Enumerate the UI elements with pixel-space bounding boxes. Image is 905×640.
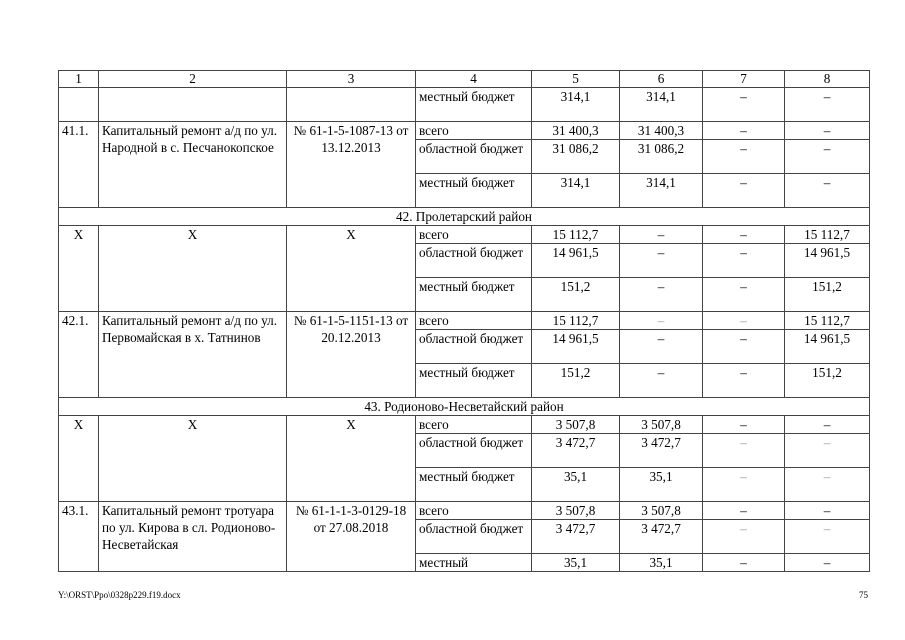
value-cell: – xyxy=(703,140,785,174)
value-cell: 31 400,3 xyxy=(532,122,620,140)
budget-label: областной бюджет xyxy=(416,244,532,278)
value-cell: – xyxy=(620,278,703,312)
header-cell: 2 xyxy=(99,71,287,88)
value-cell: 151,2 xyxy=(785,364,870,398)
document-cell xyxy=(287,88,416,122)
value-cell: 3 507,8 xyxy=(532,416,620,434)
item-name: Капитальный ремонт а/д по ул. Народной в с. Песчанокопское xyxy=(99,122,287,208)
value-cell: 3 472,7 xyxy=(532,520,620,554)
total-marker: Х xyxy=(59,226,99,312)
header-cell: 7 xyxy=(703,71,785,88)
section-row xyxy=(59,208,870,226)
value-cell: 314,1 xyxy=(620,174,703,208)
header-row xyxy=(59,71,870,88)
value-cell: 314,1 xyxy=(620,88,703,122)
table-row xyxy=(59,88,870,122)
value-cell: – xyxy=(785,416,870,434)
section-heading: 43. Родионово-Несветайский район xyxy=(59,398,870,416)
value-cell: 31 086,2 xyxy=(620,140,703,174)
budget-label: всего xyxy=(416,312,532,330)
header-cell: 6 xyxy=(620,71,703,88)
item-name: Капитальный ремонт а/д по ул. Первомайская в х. Татнинов xyxy=(99,312,287,398)
value-cell: – xyxy=(703,244,785,278)
value-cell: 31 400,3 xyxy=(620,122,703,140)
value-cell: – xyxy=(703,122,785,140)
item-number: 42.1. xyxy=(59,312,99,398)
section-heading: 42. Пролетарский район xyxy=(59,208,870,226)
value-cell: – xyxy=(620,364,703,398)
value-cell: 151,2 xyxy=(785,278,870,312)
value-cell: 35,1 xyxy=(532,554,620,572)
value-cell: 3 472,7 xyxy=(620,520,703,554)
number-cell xyxy=(59,88,99,122)
value-cell: – xyxy=(785,88,870,122)
header-cell: 1 xyxy=(59,71,99,88)
value-cell: – xyxy=(785,502,870,520)
value-cell: 3 472,7 xyxy=(532,434,620,468)
total-marker: Х xyxy=(59,416,99,502)
value-cell: – xyxy=(703,364,785,398)
budget-label: местный бюджет xyxy=(416,364,532,398)
value-cell: – xyxy=(703,330,785,364)
value-cell: – xyxy=(703,520,785,554)
total-marker: Х xyxy=(287,416,416,502)
value-cell: – xyxy=(703,174,785,208)
value-cell: 3 507,8 xyxy=(620,416,703,434)
value-cell: – xyxy=(620,312,703,330)
total-marker: Х xyxy=(99,226,287,312)
table-row xyxy=(59,416,870,434)
budget-label: местный бюджет xyxy=(416,88,532,122)
budget-label: областной бюджет xyxy=(416,434,532,468)
value-cell: – xyxy=(785,174,870,208)
total-marker: Х xyxy=(287,226,416,312)
header-cell: 5 xyxy=(532,71,620,88)
value-cell: – xyxy=(703,312,785,330)
value-cell: 15 112,7 xyxy=(785,312,870,330)
value-cell: – xyxy=(785,554,870,572)
value-cell: 35,1 xyxy=(620,468,703,502)
section-row xyxy=(59,398,870,416)
value-cell: – xyxy=(785,122,870,140)
budget-label: областной бюджет xyxy=(416,520,532,554)
table-row xyxy=(59,122,870,140)
item-number: 41.1. xyxy=(59,122,99,208)
value-cell: – xyxy=(785,468,870,502)
header-cell: 8 xyxy=(785,71,870,88)
value-cell: 35,1 xyxy=(532,468,620,502)
header-cell: 3 xyxy=(287,71,416,88)
value-cell: 31 086,2 xyxy=(532,140,620,174)
budget-label: всего xyxy=(416,226,532,244)
item-document: № 61-1-5-1087-13 от 13.12.2013 xyxy=(287,122,416,208)
value-cell: 3 472,7 xyxy=(620,434,703,468)
value-cell: 14 961,5 xyxy=(532,330,620,364)
budget-label: областной бюджет xyxy=(416,330,532,364)
value-cell: – xyxy=(785,140,870,174)
value-cell: – xyxy=(703,554,785,572)
value-cell: 314,1 xyxy=(532,174,620,208)
budget-label: местный бюджет xyxy=(416,468,532,502)
value-cell: – xyxy=(703,416,785,434)
page-number: 75 xyxy=(859,590,868,600)
value-cell: 15 112,7 xyxy=(532,226,620,244)
value-cell: 14 961,5 xyxy=(532,244,620,278)
value-cell: – xyxy=(620,330,703,364)
value-cell: – xyxy=(785,434,870,468)
value-cell: – xyxy=(785,520,870,554)
value-cell: – xyxy=(703,468,785,502)
value-cell: 151,2 xyxy=(532,278,620,312)
item-name: Капитальный ремонт тротуара по ул. Кирова в сл. Родионово-Несветайская xyxy=(99,502,287,572)
value-cell: 3 507,8 xyxy=(532,502,620,520)
value-cell: – xyxy=(703,502,785,520)
budget-label: местный бюджет xyxy=(416,278,532,312)
budget-label: областной бюджет xyxy=(416,140,532,174)
table-row xyxy=(59,226,870,244)
value-cell: 151,2 xyxy=(532,364,620,398)
item-document: № 61-1-1-3-0129-18 от 27.08.2018 xyxy=(287,502,416,572)
value-cell: – xyxy=(703,88,785,122)
total-marker: Х xyxy=(99,416,287,502)
value-cell: – xyxy=(703,278,785,312)
table-row xyxy=(59,502,870,520)
item-document: № 61-1-5-1151-13 от 20.12.2013 xyxy=(287,312,416,398)
budget-label: всего xyxy=(416,416,532,434)
item-number: 43.1. xyxy=(59,502,99,572)
value-cell: 14 961,5 xyxy=(785,244,870,278)
budget-label: всего xyxy=(416,502,532,520)
value-cell: 14 961,5 xyxy=(785,330,870,364)
file-path: Y:\ORST\Ppo\0328p229.f19.docx xyxy=(58,590,181,600)
value-cell: 35,1 xyxy=(620,554,703,572)
table-row xyxy=(59,312,870,330)
value-cell: – xyxy=(703,226,785,244)
budget-label: всего xyxy=(416,122,532,140)
value-cell: 15 112,7 xyxy=(532,312,620,330)
budget-table xyxy=(58,70,870,572)
header-cell: 4 xyxy=(416,71,532,88)
value-cell: – xyxy=(620,244,703,278)
value-cell: – xyxy=(703,434,785,468)
value-cell: 314,1 xyxy=(532,88,620,122)
value-cell: 15 112,7 xyxy=(785,226,870,244)
value-cell: 3 507,8 xyxy=(620,502,703,520)
value-cell: – xyxy=(620,226,703,244)
budget-label: местный бюджет xyxy=(416,174,532,208)
name-cell xyxy=(99,88,287,122)
budget-label: местный xyxy=(416,554,532,572)
